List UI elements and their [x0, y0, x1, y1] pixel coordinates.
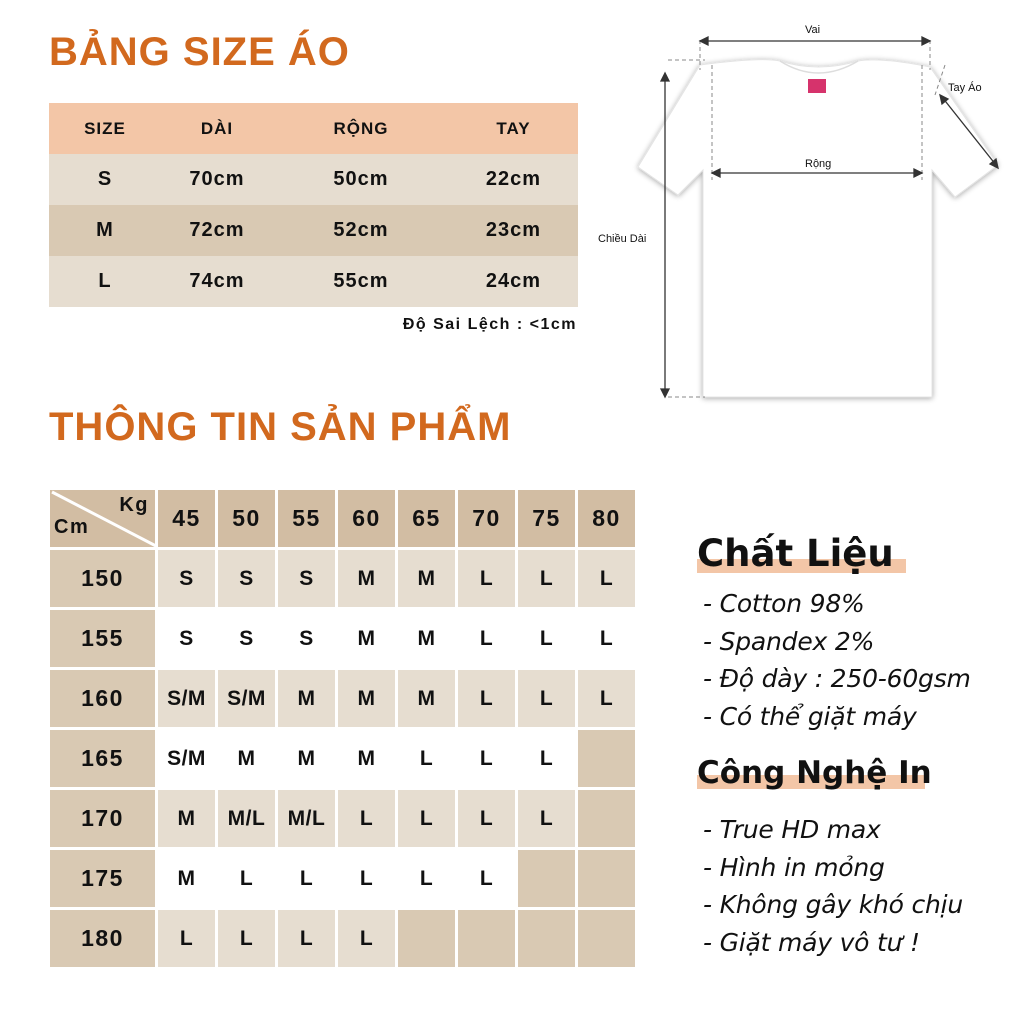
size-result-cell: S — [218, 550, 278, 610]
size-result-cell — [578, 790, 638, 850]
size-table-header — [49, 103, 578, 154]
grid-row — [50, 610, 638, 670]
size-result-cell: M/L — [278, 790, 338, 850]
height-cell: 160 — [50, 670, 158, 730]
size-result-cell: L — [458, 850, 518, 910]
size-cell: 22cm — [485, 168, 542, 190]
size-result-cell: L — [158, 910, 218, 970]
size-result-cell: M/L — [218, 790, 278, 850]
size-table-row — [49, 154, 578, 205]
weight-header-cell: 55 — [278, 490, 338, 550]
size-result-cell: L — [518, 790, 578, 850]
printing-item: - Giặt máy vô tư ! — [703, 927, 920, 957]
grid-corner — [50, 490, 158, 550]
grid-row — [50, 910, 638, 970]
printing-item: - True HD max — [703, 815, 881, 844]
size-result-cell: M — [218, 730, 278, 790]
size-result-cell: L — [338, 790, 398, 850]
tshirt-diagram — [590, 15, 1020, 405]
size-result-cell: S/M — [158, 670, 218, 730]
size-result-cell: L — [458, 790, 518, 850]
material-list — [703, 585, 971, 735]
printing-item: - Hình in mỏng — [703, 852, 885, 882]
size-result-cell: L — [398, 730, 458, 790]
grid-row — [50, 850, 638, 910]
size-result-cell: L — [458, 730, 518, 790]
grid-header-row — [50, 490, 638, 550]
size-result-cell — [578, 850, 638, 910]
size-result-cell: L — [578, 670, 638, 730]
weight-header-cell: 50 — [218, 490, 278, 550]
product-info-title: THÔNG TIN SẢN PHẨM — [49, 405, 512, 449]
size-result-cell: L — [578, 610, 638, 670]
grid-row — [50, 730, 638, 790]
label-length: Chiều Dài — [598, 233, 647, 245]
corner-cm-label: Cm — [54, 516, 90, 538]
size-result-cell — [578, 730, 638, 790]
size-result-cell: M — [398, 670, 458, 730]
height-cell: 150 — [50, 550, 158, 610]
size-result-cell: L — [458, 610, 518, 670]
size-result-cell: M — [278, 730, 338, 790]
size-result-cell — [398, 910, 458, 970]
size-result-cell: L — [458, 550, 518, 610]
size-header-cell: SIZE — [84, 118, 126, 138]
size-result-cell: S/M — [218, 670, 278, 730]
weight-header-cell: 80 — [578, 490, 638, 550]
size-cell: 23cm — [485, 219, 542, 241]
size-result-cell: L — [218, 850, 278, 910]
size-result-cell: M — [398, 550, 458, 610]
material-item: - Spandex 2% — [703, 626, 875, 656]
printing-list — [703, 811, 963, 961]
height-cell: 180 — [50, 910, 158, 970]
size-result-cell: L — [458, 670, 518, 730]
corner-kg-label: Kg — [119, 494, 149, 516]
height-cell: 170 — [50, 790, 158, 850]
size-result-cell: L — [338, 850, 398, 910]
material-item: - Độ dày : 250-60gsm — [703, 664, 971, 693]
height-cell: 165 — [50, 730, 158, 790]
size-result-cell: M — [278, 670, 338, 730]
grid-row — [50, 670, 638, 730]
size-result-cell: S — [218, 610, 278, 670]
size-result-cell — [578, 910, 638, 970]
material-item: - Có thể giặt máy — [703, 701, 917, 731]
size-chart-title: BẢNG SIZE ÁO — [49, 30, 350, 74]
weight-header-cell: 45 — [158, 490, 218, 550]
size-result-cell: M — [338, 610, 398, 670]
size-result-cell: L — [518, 670, 578, 730]
size-result-cell: S — [278, 610, 338, 670]
label-width: Rộng — [805, 158, 832, 170]
weight-header-cell: 60 — [338, 490, 398, 550]
weight-header-cell: 70 — [458, 490, 518, 550]
tshirt-icon — [590, 15, 1020, 405]
size-result-cell: L — [398, 790, 458, 850]
size-recommendation-grid — [50, 490, 638, 970]
grid-row — [50, 550, 638, 610]
size-result-cell: L — [278, 910, 338, 970]
size-result-cell: L — [578, 550, 638, 610]
size-result-cell: M — [398, 610, 458, 670]
size-cell: 52cm — [333, 219, 389, 241]
size-cell: 24cm — [485, 270, 542, 292]
grid-row — [50, 790, 638, 850]
material-title: Chất Liệu — [697, 532, 894, 575]
size-result-cell: M — [158, 850, 218, 910]
size-cell: 70cm — [189, 168, 245, 190]
size-result-cell — [458, 910, 518, 970]
tolerance-note: Độ Sai Lệch : <1cm — [402, 316, 577, 333]
size-result-cell: S — [158, 610, 218, 670]
size-result-cell: M — [158, 790, 218, 850]
size-result-cell — [518, 910, 578, 970]
size-result-cell: S — [278, 550, 338, 610]
size-result-cell: L — [518, 610, 578, 670]
size-result-cell: L — [338, 910, 398, 970]
label-sleeve: Tay Áo — [948, 82, 982, 94]
size-result-cell: M — [338, 670, 398, 730]
size-cell: S — [97, 168, 113, 190]
size-result-cell: L — [278, 850, 338, 910]
height-cell: 155 — [50, 610, 158, 670]
size-result-cell: S — [158, 550, 218, 610]
weight-header-cell: 75 — [518, 490, 578, 550]
size-table-row — [49, 256, 578, 307]
size-result-cell — [518, 850, 578, 910]
size-header-cell: DÀI — [200, 118, 234, 138]
size-result-cell: L — [518, 730, 578, 790]
size-table-row — [49, 205, 578, 256]
size-table — [49, 103, 578, 307]
height-cell: 175 — [50, 850, 158, 910]
size-header-cell: RỘNG — [333, 118, 389, 138]
size-header-cell: TAY — [496, 118, 531, 138]
size-cell: 55cm — [333, 270, 389, 292]
size-result-cell: S/M — [158, 730, 218, 790]
size-result-cell: M — [338, 730, 398, 790]
size-cell: M — [96, 219, 114, 241]
size-result-cell: L — [218, 910, 278, 970]
printing-item: - Không gây khó chịu — [703, 890, 964, 919]
size-cell: 72cm — [189, 219, 245, 241]
printing-title: Công Nghệ In — [697, 755, 932, 791]
weight-header-cell: 65 — [398, 490, 458, 550]
size-result-cell: L — [518, 550, 578, 610]
size-result-cell: L — [398, 850, 458, 910]
size-cell: 50cm — [333, 168, 389, 190]
size-cell: 74cm — [189, 270, 245, 292]
size-result-cell: M — [338, 550, 398, 610]
material-item: - Cotton 98% — [703, 589, 865, 618]
label-shoulder: Vai — [805, 24, 821, 36]
size-cell: L — [98, 270, 112, 292]
